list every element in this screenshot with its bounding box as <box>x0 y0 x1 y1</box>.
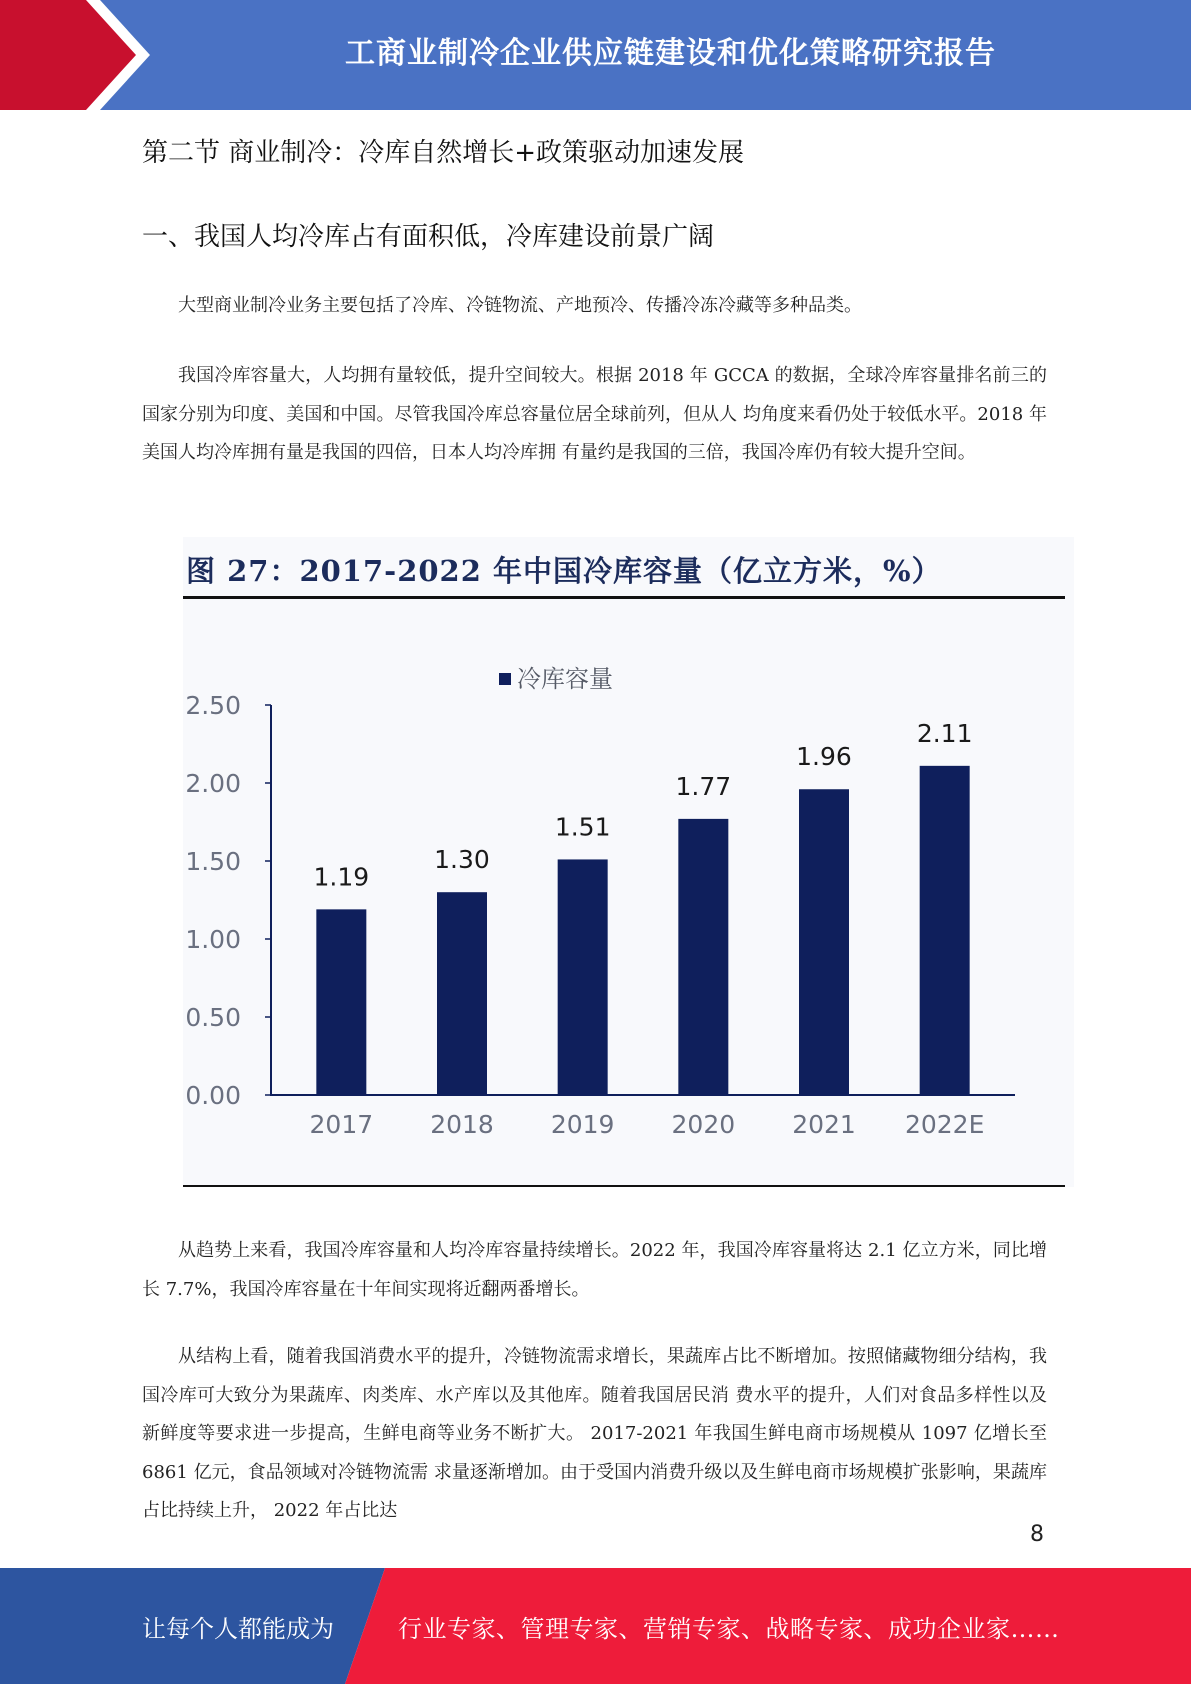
paragraph-2: 我国冷库容量大，人均拥有量较低，提升空间较大。根据 2018 年 GCCA 的数据，全球冷库容量排名前三的国家分别为印度、美国和中国。尽管我国冷库总容量位居全球前列，但从人 均角度来看仍处于较低水平。2018 年美国人均冷库拥有量是我国的四倍，日本人均冷库拥 有量约是我国的三倍，我国冷库仍有较大提升空间。 <box>142 365 1047 463</box>
x-tick-label-2017: 2017 <box>309 1110 374 1139</box>
footer-slogan-left: 让每个人都能成为 <box>142 1614 334 1643</box>
x-tick-label-2019: 2019 <box>550 1110 615 1139</box>
y-tick-label: 2.00 <box>185 769 241 798</box>
x-tick-label-2021: 2021 <box>792 1110 856 1139</box>
data-label-2021: 1.96 <box>796 742 852 772</box>
data-label-2022E: 2.11 <box>916 718 973 748</box>
chart-title: 图 27：2017-2022 年中国冷库容量（亿立方米，%） <box>186 554 942 588</box>
bar-2019 <box>558 859 608 1095</box>
bar-2018 <box>437 892 487 1095</box>
data-label-2019: 1.51 <box>554 812 611 842</box>
page-number: 8 <box>1030 1522 1044 1547</box>
bar-2020 <box>678 819 728 1095</box>
chart-bottom-rule <box>183 1185 1065 1187</box>
y-tick-label: 1.00 <box>185 925 241 954</box>
subsection-title: 一、我国人均冷库占有面积低，冷库建设前景广阔 <box>142 222 715 252</box>
x-tick-label-2022E: 2022E <box>904 1110 985 1139</box>
data-label-2017: 1.19 <box>313 862 370 892</box>
header-banner <box>0 0 1191 110</box>
paragraph-3: 从趋势上来看，我国冷库容量和人均冷库容量持续增长。2022 年，我国冷库容量将达 2.1 亿立方米，同比增长 7.7%，我国冷库容量在十年间实现将近翻两番增长。 <box>142 1240 1047 1300</box>
data-label-2018: 1.30 <box>434 845 490 875</box>
bar-2021 <box>799 789 849 1095</box>
y-tick-label: 1.50 <box>185 847 241 876</box>
y-tick-label: 0.50 <box>185 1003 241 1032</box>
footer-banner <box>0 1568 1191 1684</box>
x-tick-label-2018: 2018 <box>430 1110 494 1139</box>
paragraph-4: 从结构上看，随着我国消费水平的提升，冷链物流需求增长，果蔬库占比不断增加。按照储藏物细分结构，我国冷库可大致分为果蔬库、肉类库、水产库以及其他库。随着我国居民消 费水平的提升，人们对食品多样性以及新鲜度等要求进一步提高，生鲜电商等业务不断扩大。 2017-2021 年我国生鲜电商市场规模从 1097 亿增长至 6861 亿元，食品领域对冷链物流需 求量逐渐增加。由于受国内消费升级以及生鲜电商市场规模扩张影响，果蔬库占比持续上升， 2022 年占比达 <box>142 1346 1047 1521</box>
y-tick-label: 0.00 <box>185 1081 241 1110</box>
legend-label: 冷库容量 <box>517 665 613 693</box>
legend-swatch <box>499 673 511 685</box>
bar-2017 <box>316 909 366 1095</box>
footer-slogan-right: 行业专家、管理专家、营销专家、战略专家、成功企业家…… <box>398 1614 1060 1643</box>
paragraph-1: 大型商业制冷业务主要包括了冷库、冷链物流、产地预冷、传播冷冻冷藏等多种品类。 <box>178 295 862 316</box>
section-title: 第二节 商业制冷：冷库自然增长+政策驱动加速发展 <box>142 138 745 168</box>
bar-2022E <box>920 766 970 1095</box>
chart-figure <box>183 537 1074 1187</box>
report-title: 工商业制冷企业供应链建设和优化策略研究报告 <box>345 36 996 71</box>
red-arrow-icon <box>0 0 160 110</box>
bar-chart <box>183 537 1074 1182</box>
y-tick-label: 2.50 <box>185 691 241 720</box>
data-label-2020: 1.77 <box>675 771 732 801</box>
x-tick-label-2020: 2020 <box>671 1110 736 1139</box>
